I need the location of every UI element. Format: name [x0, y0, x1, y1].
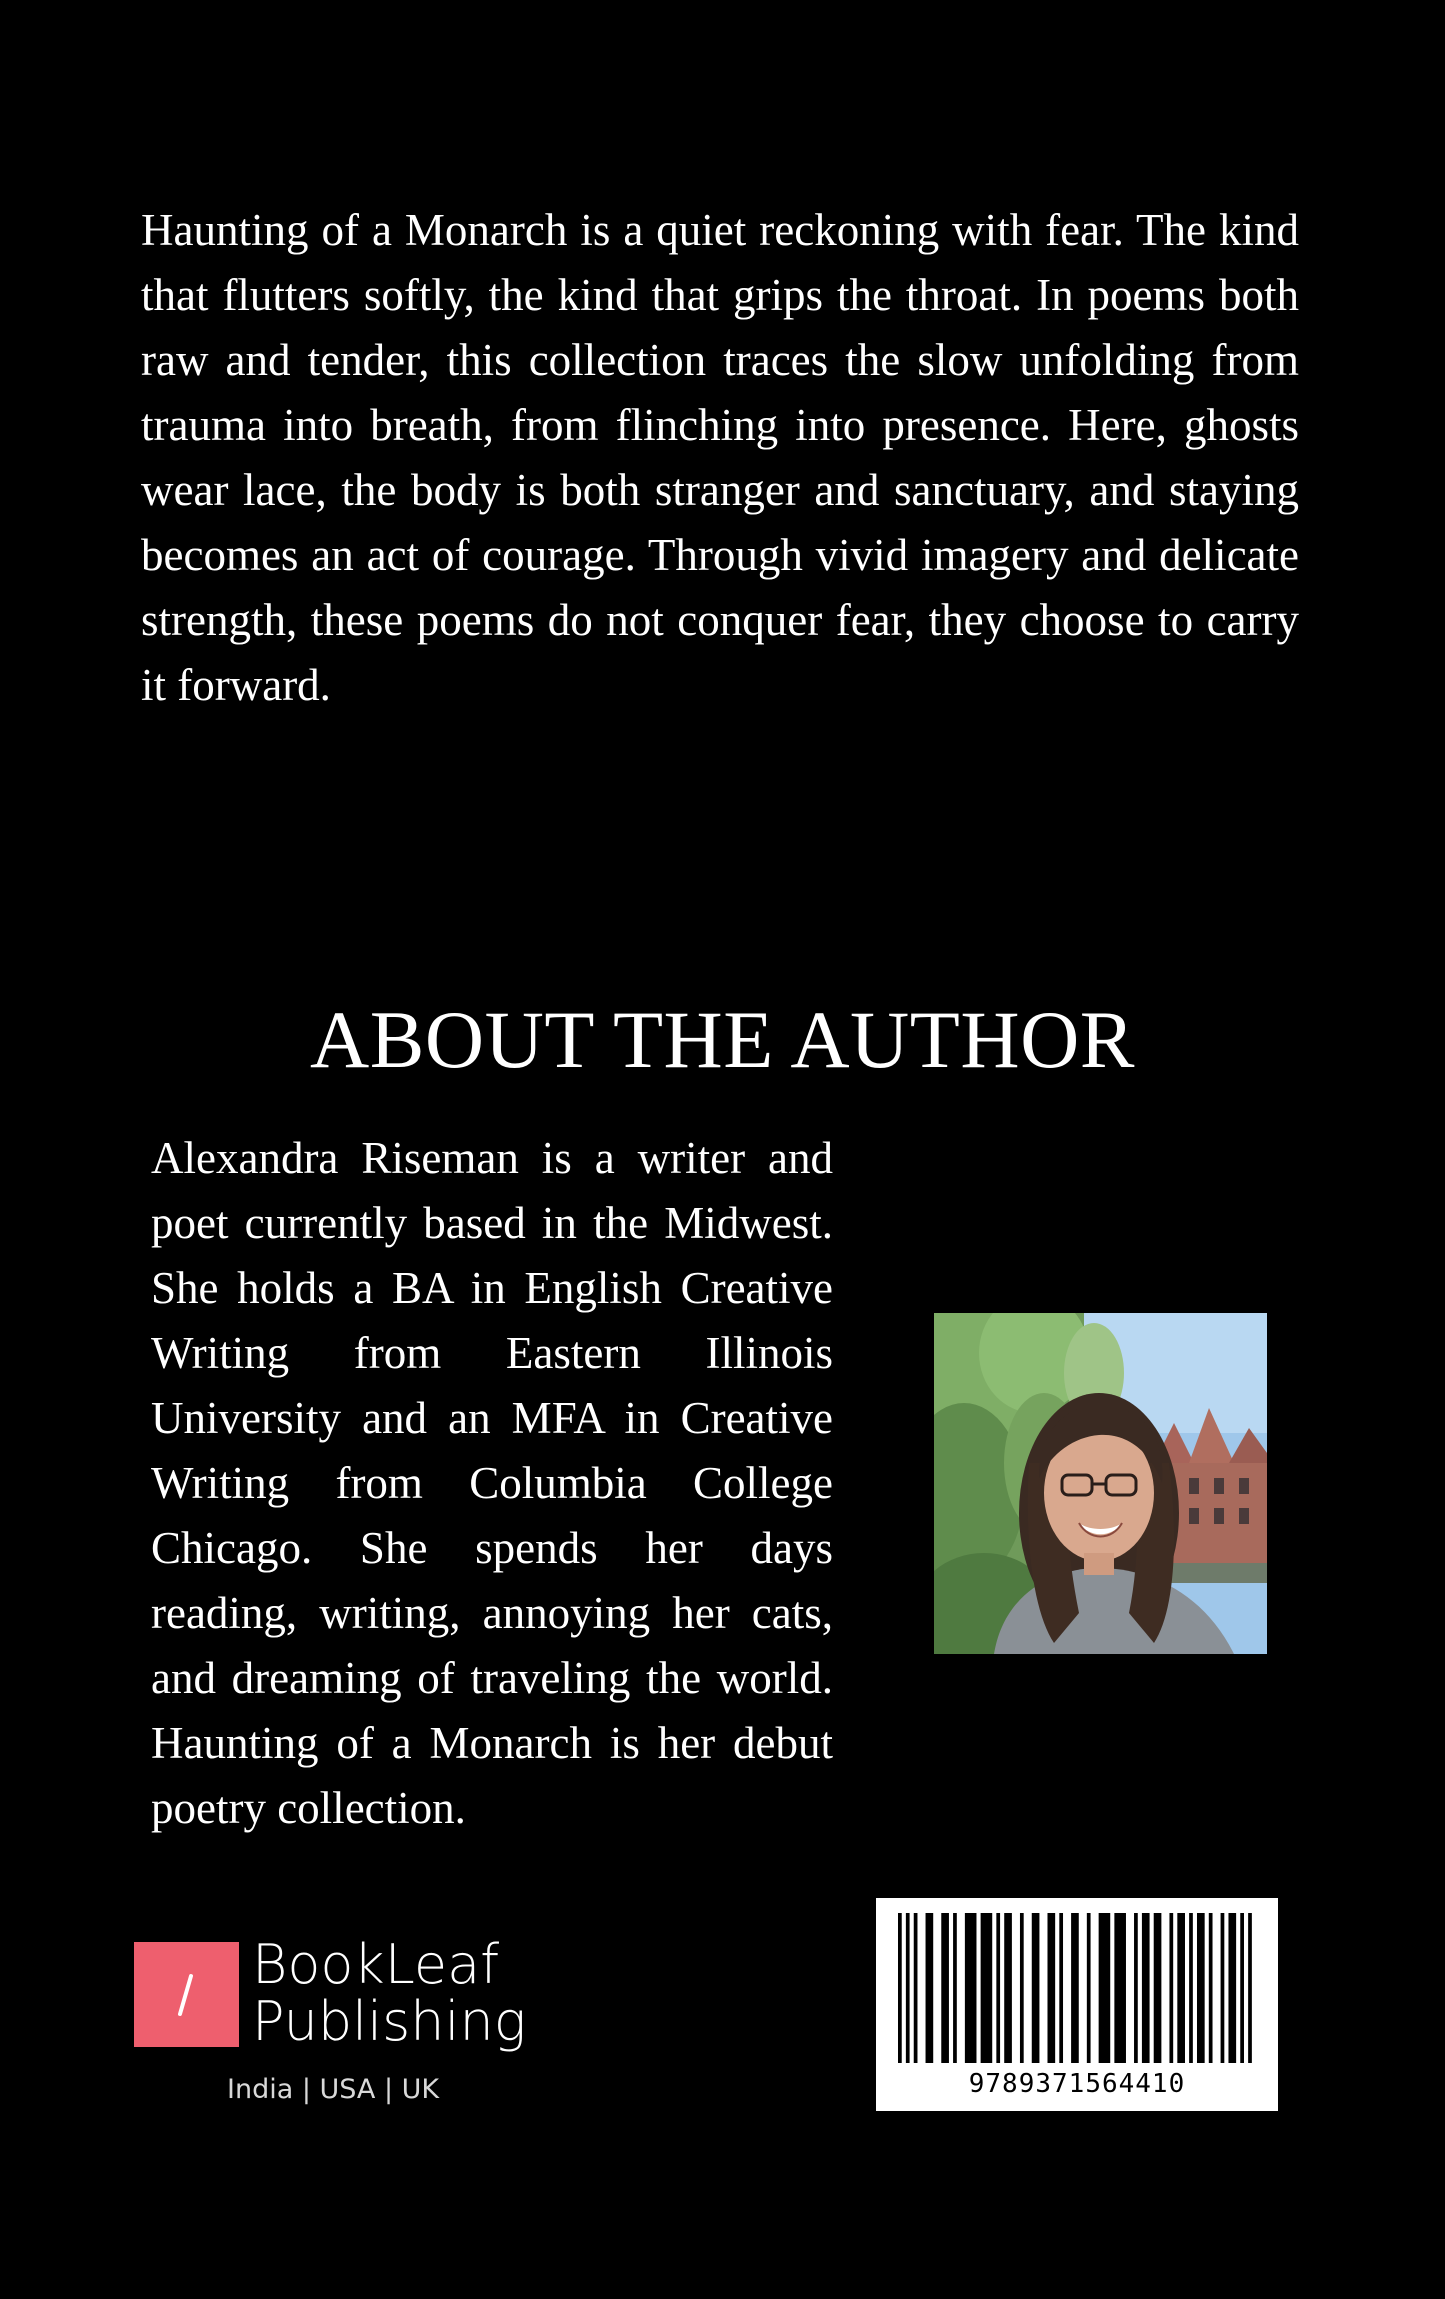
publisher-name [252, 1933, 527, 2053]
publisher-name-line1: BookLeaf [252, 1933, 500, 1996]
publisher-block [134, 1933, 534, 2112]
barcode-bar [1228, 1913, 1236, 2063]
book-blurb: Haunting of a Monarch is a quiet reckoning with fear. The kind that flutters softly, the kind that grips the throat. In poems both raw and tender, this collection traces the slow unfolding from trauma into breath, from flinching into presence. Here, ghosts wear lace, the body is both stranger and sanctuary, and staying becomes an act of courage. Through vivid imagery and delicate strength, these poems do not conquer fear, they choose to carry it forward. [141, 205, 1299, 710]
publisher-name-line2: Publishing [252, 1990, 527, 2053]
barcode-bar [914, 1913, 918, 2063]
barcode-bar [1169, 1913, 1173, 2063]
barcode-bar [1240, 1913, 1244, 2063]
author-bio: Alexandra Riseman is a writer and poet currently based in the Midwest. She holds a BA in English Creative Writing from Eastern Illinois University and an MFA in Creative Writing from Columbia College Chicago. She spends her days reading, writing, annoying her cats, and dreaming of traveling the world. Haunting of a Monarch is her debut poetry collection. [151, 1133, 833, 1833]
barcode-bar [1059, 1913, 1063, 2063]
barcode-bar [1209, 1913, 1213, 2063]
isbn-number: 9789371564410 [968, 2069, 1186, 2099]
barcode-bar [953, 1913, 957, 2063]
barcode-bar [1114, 1913, 1126, 2063]
barcode-bar [1221, 1913, 1225, 2063]
barcode-bar [981, 1913, 993, 2063]
about-author-heading: ABOUT THE AUTHOR [310, 994, 1135, 1085]
barcode-bar [1047, 1913, 1055, 2063]
barcode-bar [1189, 1913, 1193, 2063]
barcode-bar [941, 1913, 949, 2063]
barcode-bar [1154, 1913, 1162, 2063]
barcode-bar [906, 1913, 910, 2063]
barcode-bar [965, 1913, 977, 2063]
barcode-bar [1099, 1913, 1111, 2063]
isbn-barcode [876, 1898, 1278, 2111]
publisher-regions: India | USA | UK [227, 2074, 440, 2105]
barcode-bar [1020, 1913, 1024, 2063]
author-photo [934, 1313, 1267, 1654]
slash-icon [134, 1942, 239, 2047]
barcode-bar [1071, 1913, 1079, 2063]
barcode-bar [1177, 1913, 1185, 2063]
barcode-bar [898, 1913, 902, 2063]
barcode-bar [1134, 1913, 1138, 2063]
barcode-bar [926, 1913, 934, 2063]
barcode-bar [1004, 1913, 1012, 2063]
barcode-bar [1032, 1913, 1040, 2063]
barcode-bar [1087, 1913, 1091, 2063]
barcode-bar [1248, 1913, 1252, 2063]
barcode-bar [1197, 1913, 1205, 2063]
barcode-bar [996, 1913, 1000, 2063]
barcode-bars [898, 1913, 1256, 2063]
barcode-bar [1142, 1913, 1150, 2063]
